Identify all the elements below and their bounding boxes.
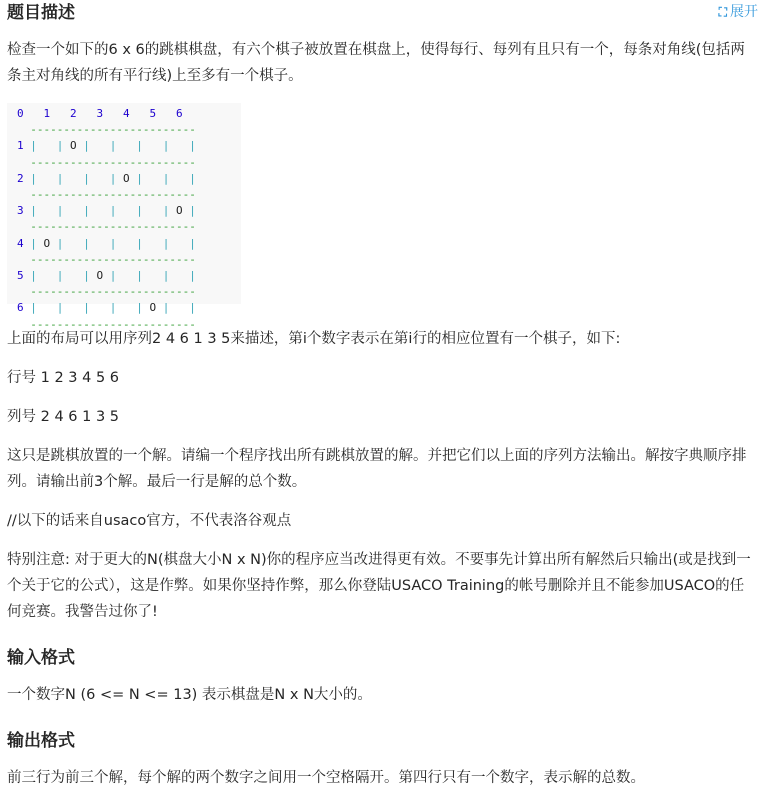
intro-paragraph: 检查一个如下的6 x 6的跳棋棋盘，有六个棋子被放置在棋盘上，使得每行、每列有且只有一个，每条对角线(包括两条主对角线的所有平行线)上至多有一个棋子。 xyxy=(7,42,745,84)
task-paragraph: 这只是跳棋放置的一个解。请编一个程序找出所有跳棋放置的解。并把它们以上面的序列方法输出。解按字典顺序排列。请输出前3个解。最后一行是解的总个数。 xyxy=(7,448,747,490)
expand-label: 展开 xyxy=(730,4,758,20)
input-format-text: 一个数字N (6 <= N <= 13) 表示棋盘是N x N大小的。 xyxy=(7,687,372,703)
description-header xyxy=(7,0,758,26)
sequence-paragraph: 上面的布局可以用序列2 4 6 1 3 5来描述，第i个数字表示在第i行的相应位置有一个棋子，如下: xyxy=(7,331,621,347)
problem-content xyxy=(7,0,758,791)
chessboard-code-block: 0 1 2 3 4 5 6 ------------------------- 1 | | O | | | | | ------------------------- 2 | | | | O | | | ------------------------- 3 | | | | | | O | ------------------------- 4 | O | | | | | | ------------------------- 5 | | | O | | | | ------------------------- 6 | | | | | O | | ------------------------- xyxy=(7,103,241,304)
output-format-title: 输出格式 xyxy=(7,731,75,751)
expand-button[interactable] xyxy=(719,2,758,22)
warning-paragraph: 特别注意: 对于更大的N(棋盘大小N x N)你的程序应当改进得更有效。不要事先计算出所有解然后只输出(或是找到一个关于它的公式），这是作弊。如果你坚持作弊，那么你登陆USACO Training的帐号删除并且不能参加USACO的任何竞赛。我警告过你了! xyxy=(7,552,751,620)
input-format-title: 输入格式 xyxy=(7,648,75,668)
expand-icon: ⛶ xyxy=(718,5,726,19)
output-format-text: 前三行为前三个解，每个解的两个数字之间用一个空格隔开。第四行只有一个数字，表示解的总数。 xyxy=(7,770,645,786)
col-numbers: 列号 2 4 6 1 3 5 xyxy=(7,409,120,425)
row-numbers: 行号 1 2 3 4 5 6 xyxy=(7,370,120,386)
description-title: 题目描述 xyxy=(7,3,75,23)
source-note: //以下的话来自usaco官方，不代表洛谷观点 xyxy=(7,513,292,529)
